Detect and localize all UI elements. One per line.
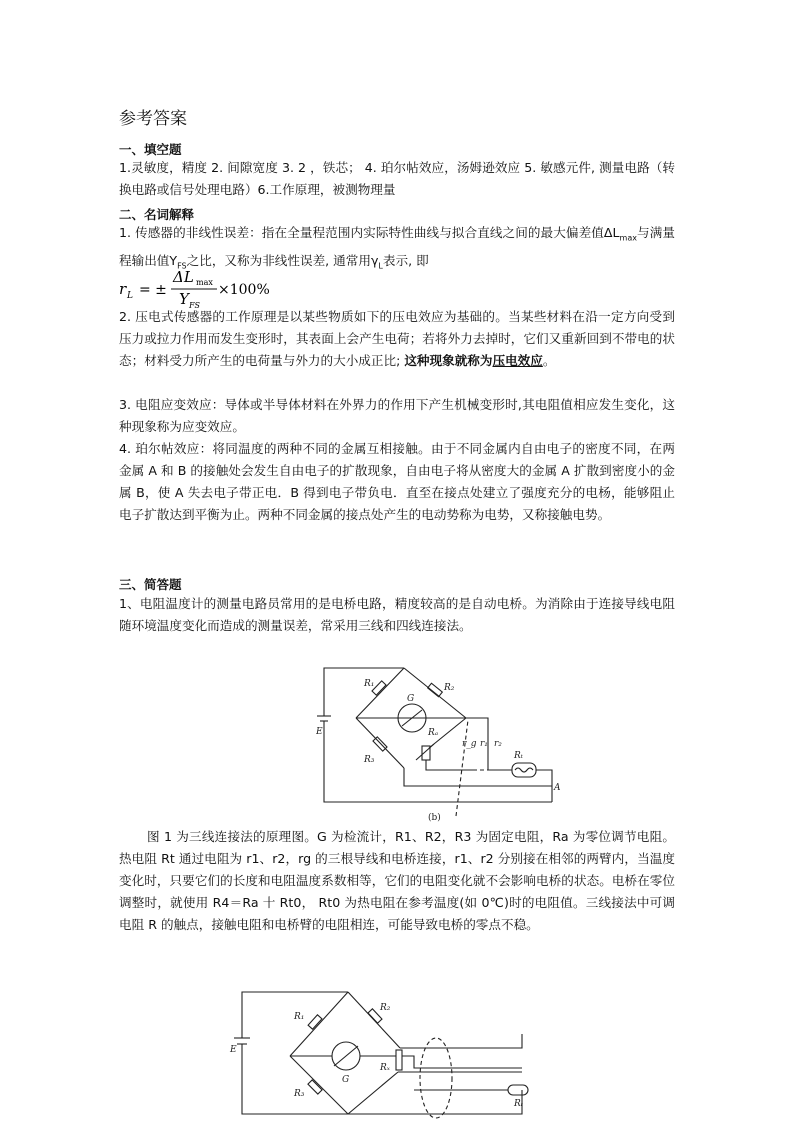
fig1-caption: (b) [428,813,441,823]
fig1-label-g: G [407,694,415,704]
fig1-label-rt: Rₜ [514,751,523,761]
formula-numerator: ΔL [173,268,194,286]
fill-answers: 1.灵敏度，精度 2. 间隙宽度 3. 2 ，铁芯； 4. 珀尔帖效应，汤姆逊效应 5. 敏感元件, 测量电路（转换电路或信号处理电路）6.工作原理，被测物理量 [119,160,675,197]
formula-denominator: Y [179,290,189,308]
fig1-label-r2: R₂ [444,683,455,693]
section-heading-short: 三、简答题 [119,577,182,592]
formula-den-sub: FS [189,301,201,310]
figure-four-wire-bridge [222,986,542,1122]
term-4-peltier-effect: 4. 珀尔帖效应：将同温度的两种不同的金属互相接触。由于不同金属内自由电子的密度不同，在两金属 A 和 B 的接触处会发生自由电子的扩散现象，自由电子将从密度大的金属 A 扩散到密度小的金属 B，使 A 失去电子带正电．B 得到电子带负电．直至在接点处建立了强度充分的电杨，能够阻止电子扩散达到平衡为止。两种不同金属的接点处产生的电动势称为电势，又称接触电势。 [119,441,675,522]
fig2-label-rx: Rₓ [380,1063,390,1073]
formula-tail: ×100% [218,282,270,298]
formula-eq: = ± [139,282,167,298]
fig1-label-r2-wire: r₂ [494,739,502,749]
fig2-label-r3: R₃ [294,1089,305,1099]
fig2-label-rt: Rₜ [514,1099,523,1109]
short-answer-1: 1、电阻温度计的测量电路员常用的是电桥电路，精度较高的是自动电桥。为消除由于连接导线电阻随环境温度变化而造成的测量误差，常采用三线和四线连接法。 [119,596,675,633]
fig1-label-r1: R₁ [364,679,375,689]
fig1-label-r3: R₃ [364,755,375,765]
fig2-label-r2: R₂ [380,1003,391,1013]
term-2-piezoelectric: 2. 压电式传感器的工作原理是以某些物质如下的压电效应为基础的。当某些材料在沿一定方向受到压力或拉力作用而发生变形时，其表面上会产生电荷；若将外力去掉时，它们又重新回到不带电的状态；材料受力所产生的电荷量与外力的大小成正比; 这种现象就称为压电效应。 [119,309,675,368]
nonlinearity-formula [117,268,297,310]
fig1-label-ra: Rₐ [428,728,439,738]
fig1-label-rg: r_g [462,739,477,749]
section-heading-terms: 二、名词解释 [119,207,195,222]
fig2-label-e: E [230,1045,237,1055]
fig2-label-g: G [342,1075,350,1085]
term-1-nonlinearity: 1. 传感器的非线性误差：指在全量程范围内实际特性曲线与拟合直线之间的最大偏差值$\Delta L_{max}$与满量程输出值$Y_{FS}$之比，又称为非线性误差, 通常用$\gamma_L$表示, 即 [119,225,675,271]
fig1-label-r1-wire: r₁ [480,739,488,749]
term-3-strain-effect: 3. 电阻应变效应：导体或半导体材料在外界力的作用下产生机械变形时,其电阻值相应发生变化，这种现象称为应变效应。 [119,397,675,434]
figure-three-wire-bridge [316,660,576,828]
fig2-label-r1: R₁ [294,1012,305,1022]
fig1-label-e: E [316,727,323,737]
formula-lhs: r [119,280,127,298]
formula-num-sub: max [196,278,213,287]
formula-lhs-sub: L [127,291,133,301]
short-answer-1-explanation: 图 1 为三线连接法的原理图。G 为检流计，R1、R2，R3 为固定电阻，Ra 为零位调节电阻。热电阻 Rt 通过电阻为 r1、r2，rg 的三根导线和电桥连接，r1、r2 分别接在相邻的两臂内，当温度变化时，只要它们的长度和电阻温度系数相等，它们的电阻变化就不会影响电桥的状态。电桥在零位调整时，就使用 R4＝Ra 十 Rt0， Rt0 为热电阻在参考温度(如 0℃)时的电阻值。三线接法中可调电阻 R 的触点，接触电阻和电桥臂的电阻相连，可能导致电桥的零点不稳。 [119,829,675,932]
page-title: 参考答案 [119,109,187,129]
section-heading-fill: 一、填空题 [119,142,182,157]
fig1-label-a: A [554,783,561,793]
